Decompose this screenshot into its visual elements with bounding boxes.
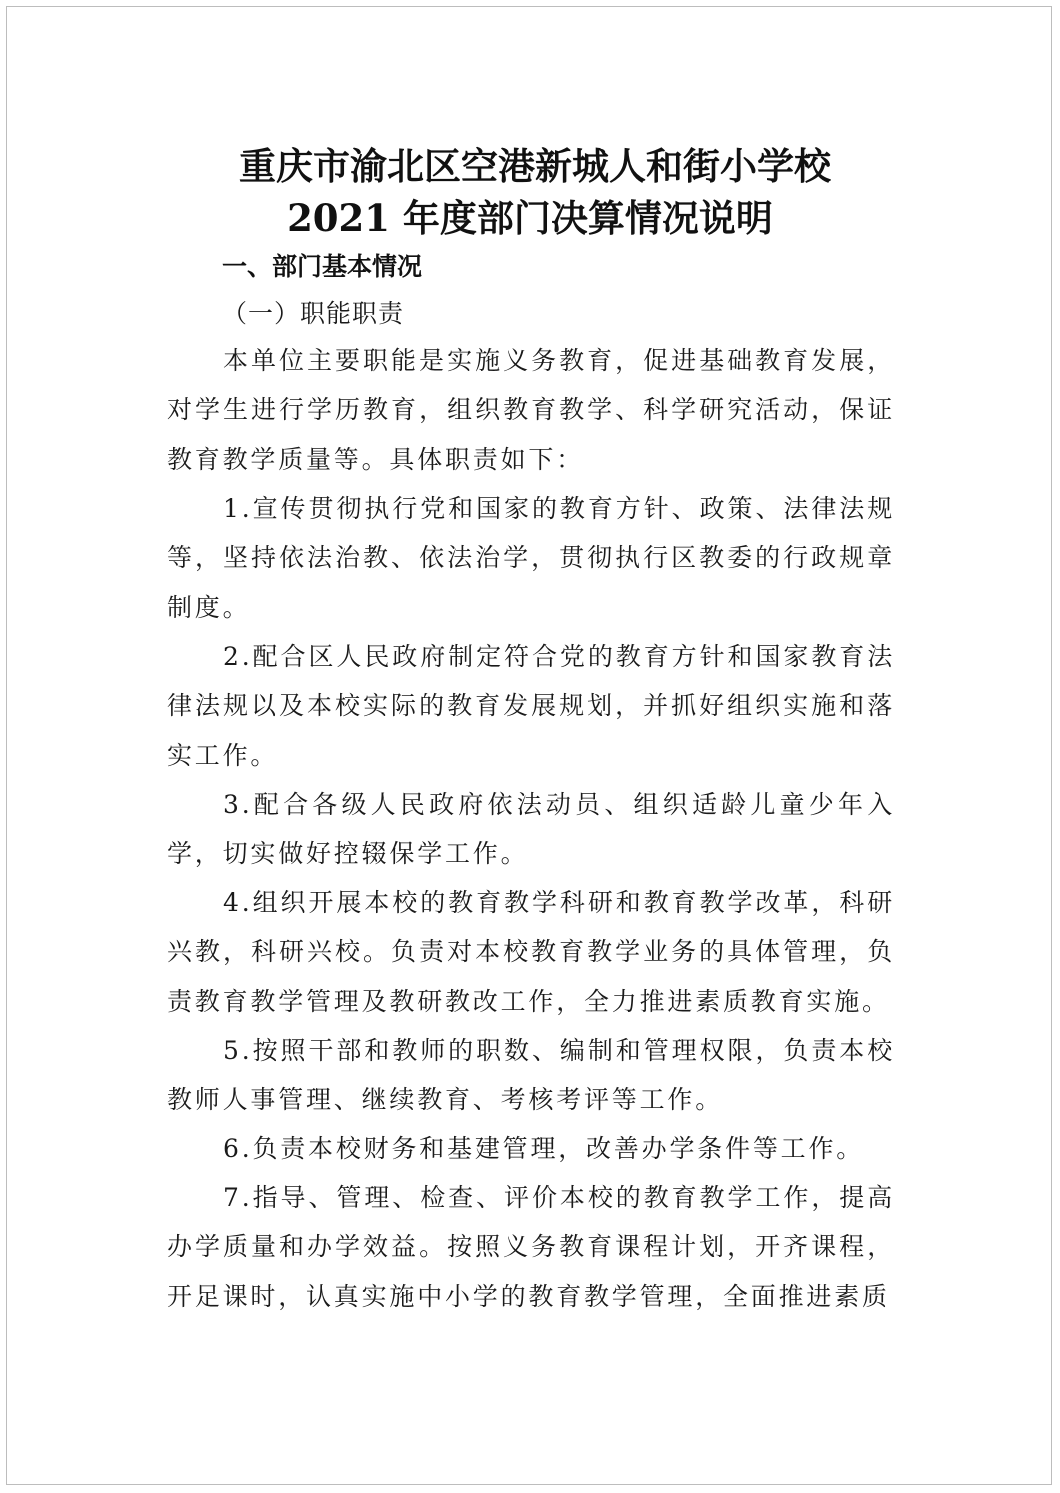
paragraph-duty-4: 4.组织开展本校的教育教学科研和教育教学改革，科研兴教，科研兴校。负责对本校教育教学业务的具体管理，负责教育教学管理及教研教改工作，全力推进素质教育实施。 bbox=[167, 888, 895, 1016]
paragraph-duty-3: 3.配合各级人民政府依法动员、组织适龄儿童少年入学，切实做好控辍保学工作。 bbox=[167, 790, 895, 869]
document-title-line-2: 2021 年度部门决算情况说明 bbox=[287, 196, 773, 240]
document-title-line-1: 重庆市渝北区空港新城人和街小学校 bbox=[239, 144, 831, 188]
subsection-heading-duties: （一）职能职责 bbox=[222, 299, 405, 328]
paragraph-duty-5: 5.按照干部和教师的职数、编制和管理权限，负责本校教师人事管理、继续教育、考核考评等工作。 bbox=[167, 1036, 895, 1115]
section-heading-basic-info: 一、部门基本情况 bbox=[222, 252, 423, 281]
paragraph-duty-1: 1.宣传贯彻执行党和国家的教育方针、政策、法律法规等，坚持依法治教、依法治学，贯彻执行区教委的行政规章制度。 bbox=[167, 494, 895, 622]
paragraph-duty-2: 2.配合区人民政府制定符合党的教育方针和国家教育法律法规以及本校实际的教育发展规划，并抓好组织实施和落实工作。 bbox=[167, 642, 895, 770]
paragraph-main-functions: 本单位主要职能是实施义务教育，促进基础教育发展，对学生进行学历教育，组织教育教学、科学研究活动，保证教育教学质量等。具体职责如下： bbox=[167, 346, 895, 474]
paragraph-duty-6: 6.负责本校财务和基建管理，改善办学条件等工作。 bbox=[223, 1134, 865, 1163]
paragraph-duty-7: 7.指导、管理、检查、评价本校的教育教学工作，提高办学质量和办学效益。按照义务教育课程计划，开齐课程，开足课时，认真实施中小学的教育教学管理，全面推进素质 bbox=[167, 1183, 895, 1311]
